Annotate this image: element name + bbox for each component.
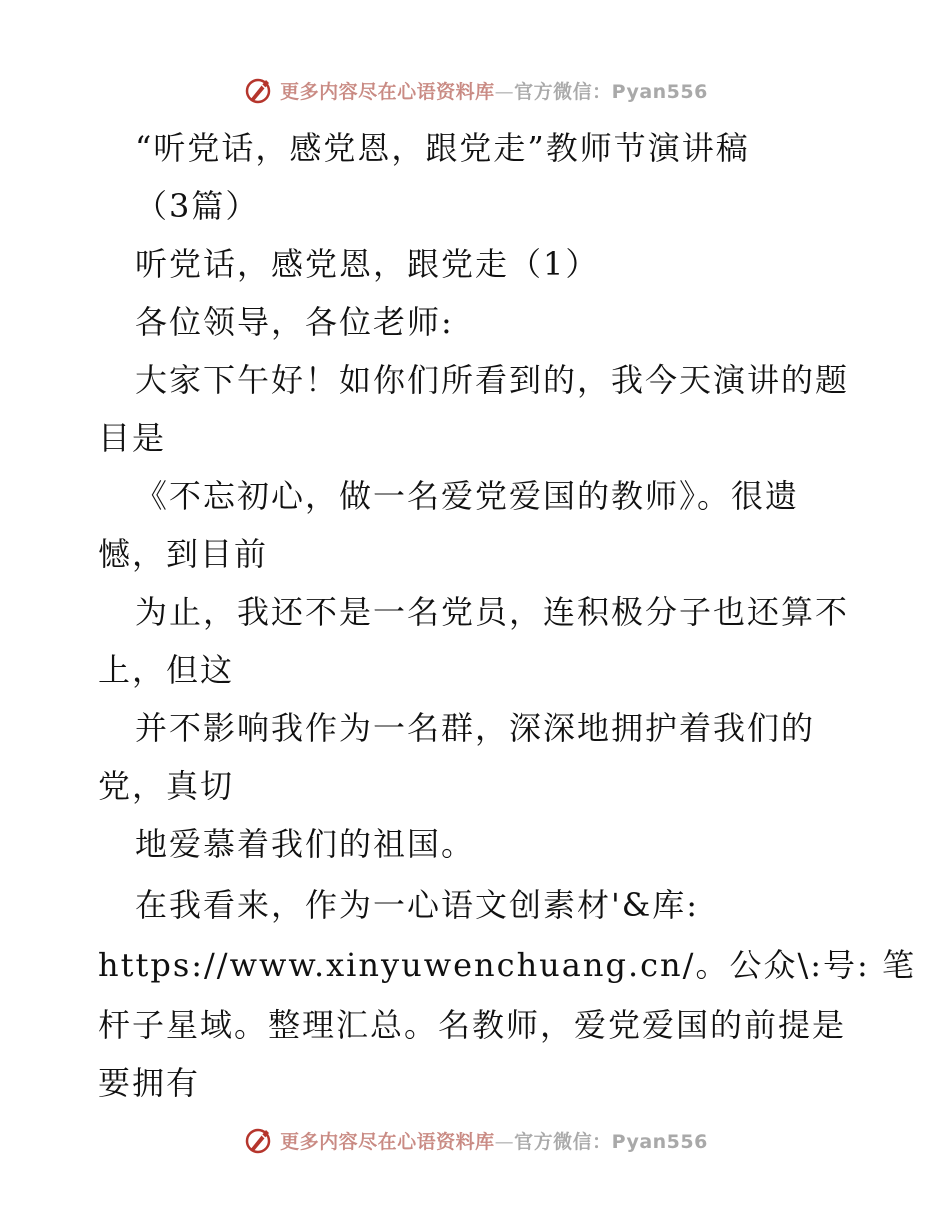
paragraph-line: 杆子星域。整理汇总。名教师，爱党爱国的前提是	[98, 1006, 847, 1044]
quill-pen-circle-icon	[242, 74, 274, 106]
paragraph-line: 并不影响我作为一名群，深深地拥护着我们的	[135, 709, 816, 747]
paragraph-line-url: https://www.xinyuwenchuang.cn/。公众\:号: 笔	[98, 946, 916, 984]
footer-watermark	[0, 1120, 950, 1160]
salutation-line: 各位领导，各位老师:	[135, 303, 454, 341]
watermark-text	[280, 1127, 708, 1154]
paragraph-line: 憾，到目前	[98, 535, 269, 573]
paragraph-line: 党，真切	[98, 767, 235, 805]
header-watermark	[0, 70, 950, 110]
paragraph-line: 在我看来，作为一心语文创素材'&库:	[135, 886, 700, 924]
paragraph-line: 大家下午好！如你们所看到的，我今天演讲的题	[135, 361, 850, 399]
watermark-dash: —	[494, 1130, 515, 1153]
paragraph-line: 地爱慕着我们的祖国。	[135, 825, 476, 863]
watermark-library-name: 更多内容尽在心语资料库	[280, 1130, 495, 1153]
paragraph-line: 目是	[98, 419, 167, 457]
section-heading: 听党话，感党恩，跟党走（1）	[135, 245, 600, 283]
watermark-dash: —	[494, 80, 515, 103]
paragraph-line: 《不忘初心，做一名爱党爱国的教师》。很遗	[135, 477, 800, 515]
watermark-wechat-label: 官方微信：	[514, 1130, 612, 1153]
document-title: “听党话，感党恩，跟党走”教师节演讲稿	[135, 129, 750, 167]
watermark-wechat-label: 官方微信：	[514, 80, 612, 103]
quill-pen-circle-icon	[242, 1124, 274, 1156]
watermark-library-name: 更多内容尽在心语资料库	[280, 80, 495, 103]
watermark-wechat-id: Pyan556	[611, 80, 708, 103]
document-title-count: （3篇）	[135, 187, 260, 225]
paragraph-line: 上，但这	[98, 651, 235, 689]
watermark-text	[280, 77, 708, 104]
paragraph-line: 要拥有	[98, 1064, 201, 1102]
paragraph-line: 为止，我还不是一名党员，连积极分子也还算不	[135, 593, 850, 631]
watermark-wechat-id: Pyan556	[611, 1130, 708, 1153]
